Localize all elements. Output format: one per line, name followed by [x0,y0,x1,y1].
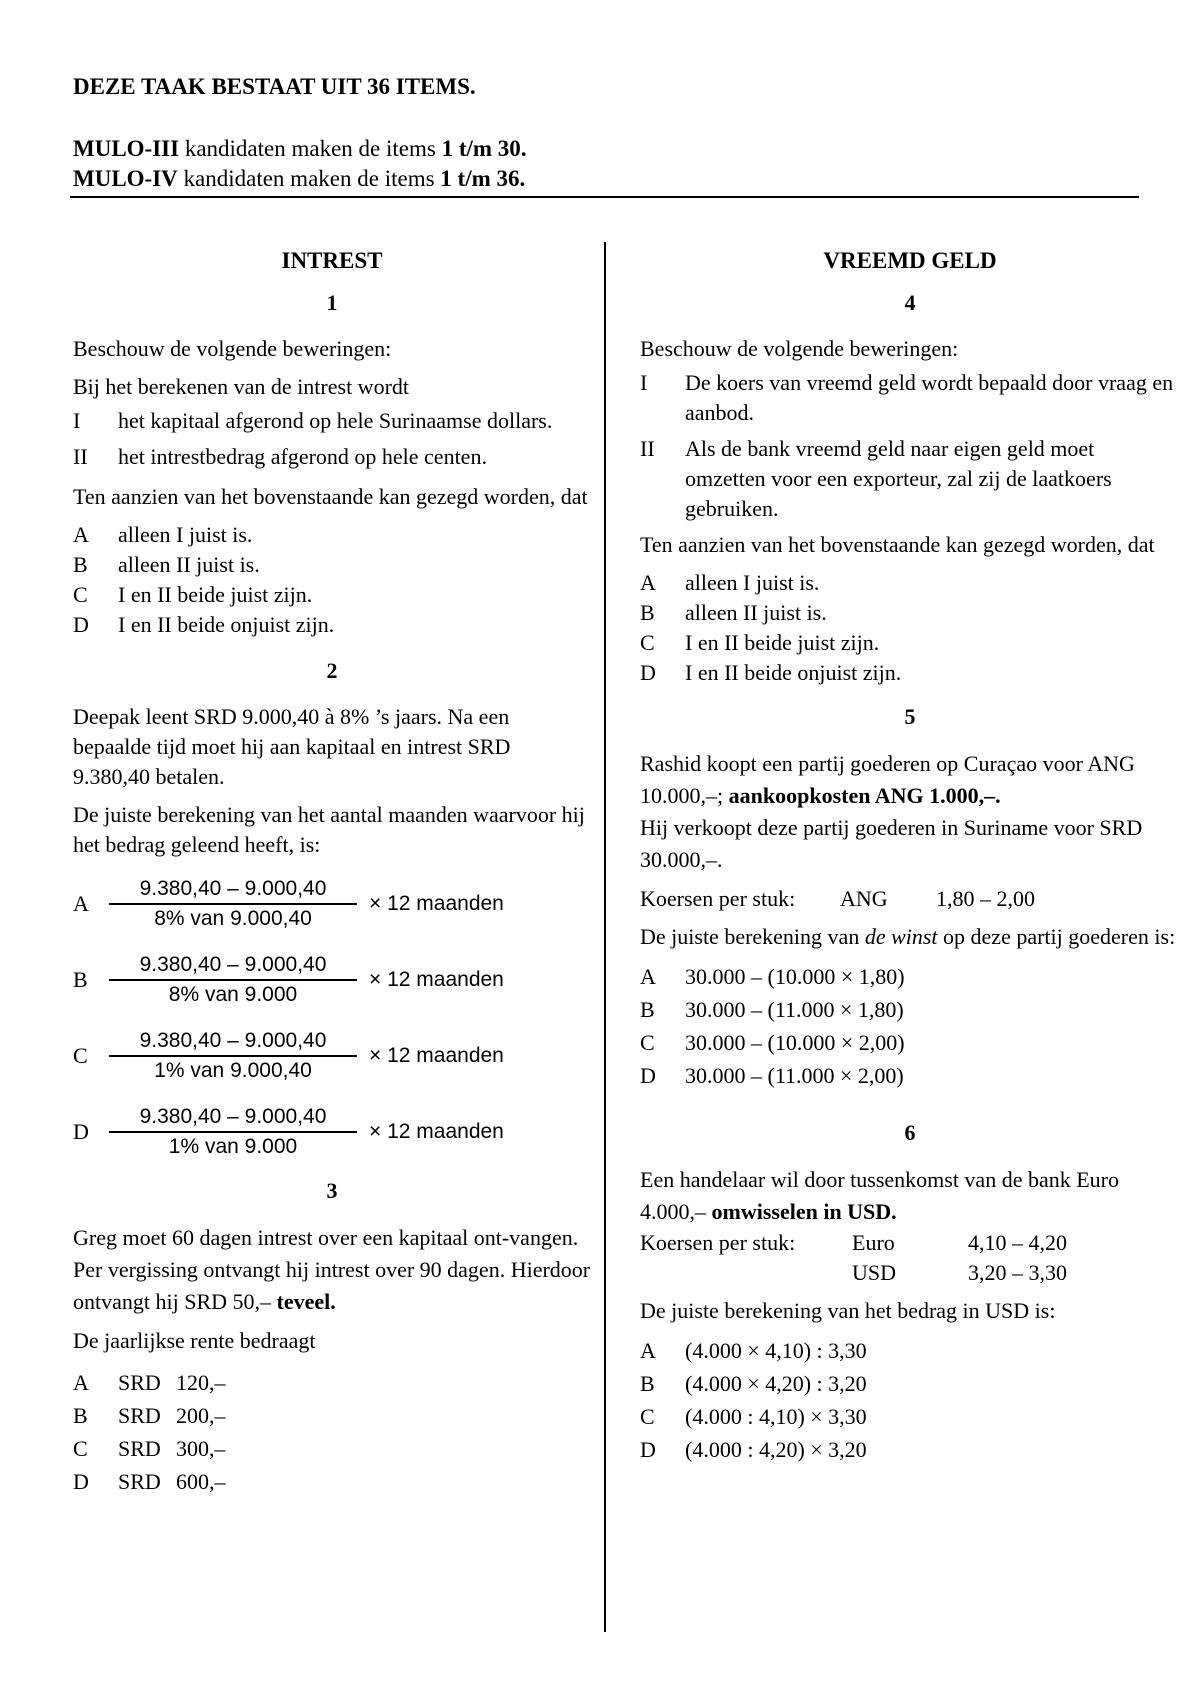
question-text-part: op deze partij goederen is: [937,924,1176,949]
answer-option [73,1432,591,1465]
statement-label: I [640,370,648,395]
fraction-numerator: 9.380,40 – 9.000,40 [109,1103,357,1133]
answer-option [73,948,591,1012]
option-label: D [640,1063,656,1088]
exam-title: DEZE TAAK BESTAAT UIT 36 ITEMS. [73,74,476,99]
answer-option [640,628,1180,658]
fraction-denominator: 8% van 9.000 [168,983,298,1006]
answer-options [73,872,591,1164]
answer-option [73,550,591,580]
question-text-bold: omwisselen in USD. [711,1199,897,1224]
statement-label: II [73,444,88,469]
instruction-text: kandidaten maken de items [179,136,442,161]
rate-currency: ANG [840,886,888,911]
question-intro: Beschouw de volgende beweringen: [73,336,392,361]
multiplier: × 12 maanden [369,892,504,915]
question-text: Hij verkoopt deze partij goederen in Suriname voor SRD 30.000,–. [640,815,1143,872]
question-intro: Bij het berekenen van de intrest wordt [73,374,410,399]
fraction-numerator: 9.380,40 – 9.000,40 [109,1027,357,1057]
answer-option [640,1026,1180,1059]
exam-header [73,72,1137,194]
question-text-main: Greg moet 60 dagen intrest over een kapitaal ont-vangen. Per vergissing ontvangt hij intrest over 90 dagen. Hierdoor ontvangt hij SRD 50,– [73,1225,591,1314]
question-text: Ten aanzien van het bovenstaande kan gezegd worden, dat [73,484,588,509]
option-label: A [640,570,656,595]
rate-currency: USD [852,1260,897,1285]
statement-text: De koers van vreemd geld wordt bepaald door vraag en aanbod. [685,370,1174,425]
option-text: 30.000 – (10.000 × 2,00) [685,1030,905,1055]
option-text: (4.000 : 4,10) × 3,30 [685,1404,867,1429]
option-label: C [640,630,655,655]
option-label: A [73,891,89,916]
section-title-intrest: INTREST [281,248,383,273]
question-number: 2 [326,658,338,683]
statement-text: Als de bank vreemd geld naar eigen geld moet omzetten voor een exporteur, zal zij de laatkoers gebruiken. [685,436,1112,521]
question-text: De jaarlijkse rente bedraagt [73,1328,316,1353]
instruction-mulo-iii [73,134,1137,164]
option-label: D [640,1437,656,1462]
answer-option [73,1100,591,1164]
answer-option [73,872,591,936]
option-text: alleen II juist is. [685,600,827,625]
option-label: D [73,1119,89,1144]
right-column [640,246,1180,1480]
option-text: alleen I juist is. [685,570,820,595]
answer-option [640,1367,1180,1400]
answer-option [73,520,591,550]
answer-option [640,568,1180,598]
option-label: C [73,1043,88,1068]
option-label: D [73,1469,89,1494]
answer-option [640,960,1180,993]
rates-label: Koersen per stuk: [640,886,796,911]
question-text-main: Rashid koopt een partij goederen op Curaçao voor ANG 10.000,–; [640,751,1135,808]
answer-option [73,580,591,610]
option-currency: SRD [118,1469,161,1494]
statement-text: het intrestbedrag afgerond op hele centen. [118,444,487,469]
option-label: B [640,600,655,625]
question-text [640,1164,1180,1228]
option-label: B [640,1371,655,1396]
option-label: C [73,582,88,607]
question-text: Ten aanzien van het bovenstaande kan gezegd worden, dat [640,532,1155,557]
fraction-denominator: 1% van 9.000 [168,1135,298,1158]
fraction [109,951,357,1009]
fraction [109,1103,357,1161]
question-text: De juiste berekening van het bedrag in USD is: [640,1298,1056,1323]
option-text: I en II beide onjuist zijn. [685,660,902,685]
question-text-part: De juiste berekening van [640,924,865,949]
answer-option [73,1465,591,1498]
fraction-numerator: 9.380,40 – 9.000,40 [109,875,357,905]
statement-label: II [640,436,655,461]
question-text: De juiste berekening van het aantal maanden waarvoor hij het bedrag geleend heeft, is: [73,802,585,857]
option-label: A [640,964,656,989]
fraction [109,1027,357,1085]
answer-option [73,1399,591,1432]
option-label: D [640,660,656,685]
answer-option [640,1433,1180,1466]
level-label: MULO-IV [73,166,178,191]
multiplier: × 12 maanden [369,1044,504,1067]
question-number: 5 [904,704,916,729]
option-label: C [640,1404,655,1429]
question-number: 4 [904,290,916,315]
option-label: C [640,1030,655,1055]
answer-options [640,568,1180,688]
multiplier: × 12 maanden [369,968,504,991]
exchange-rates [640,884,1035,914]
question-text [73,1222,591,1318]
column-divider [604,242,606,1632]
question-intro: Beschouw de volgende beweringen: [640,336,959,361]
rate-row [640,884,1035,914]
rate-row [640,1228,1067,1258]
multiplier: × 12 maanden [369,1120,504,1143]
answer-option [640,1059,1180,1092]
rate-value: 4,10 – 4,20 [968,1230,1067,1255]
question-number: 6 [904,1120,916,1145]
answer-option [73,610,591,640]
question-text [640,922,1180,952]
option-label: B [640,997,655,1022]
option-text: (4.000 : 4,20) × 3,20 [685,1437,867,1462]
statement [73,406,591,436]
question-number: 1 [326,290,338,315]
item-range: 1 t/m 30. [441,136,527,161]
fraction [109,875,357,933]
answer-options [73,1366,591,1498]
section-title-vreemd-geld: VREEMD GELD [823,248,997,273]
statement [640,434,1180,524]
option-amount: 600,– [176,1469,226,1494]
option-text: 30.000 – (10.000 × 1,80) [685,964,905,989]
fraction-denominator: 8% van 9.000,40 [154,907,312,930]
option-label: B [73,1403,88,1428]
option-currency: SRD [118,1370,161,1395]
answer-options [640,960,1180,1092]
statement-text: het kapitaal afgerond op hele Surinaamse dollars. [118,408,553,433]
option-label: D [73,612,89,637]
option-label: A [73,522,89,547]
question-text: Deepak leent SRD 9.000,40 à 8% ’s jaars. Na een bepaalde tijd moet hij aan kapitaal en intrest SRD 9.380,40 betalen. [73,704,511,789]
statement [640,368,1180,428]
answer-option [640,993,1180,1026]
option-text: (4.000 × 4,20) : 3,20 [685,1371,867,1396]
answer-options [73,520,591,640]
question-text [640,748,1180,812]
question-text-bold: aankoopkosten ANG 1.000,–. [728,783,1001,808]
exchange-rates [640,1228,1067,1288]
question-emphasis: de winst [864,924,938,949]
rate-row [640,1258,1067,1288]
question-text-main: Een handelaar wil door tussenkomst van de bank Euro 4.000,– [640,1167,1119,1224]
level-label: MULO-III [73,136,180,161]
left-column [73,246,591,1512]
answer-option [640,598,1180,628]
option-text: alleen I juist is. [118,522,253,547]
answer-option [73,1366,591,1399]
instruction-text: kandidaten maken de items [177,166,441,191]
option-text: I en II beide onjuist zijn. [118,612,335,637]
option-label: A [73,1370,89,1395]
option-label: C [73,1436,88,1461]
answer-option [640,658,1180,688]
question-text-bold: teveel. [276,1289,336,1314]
option-text: I en II beide juist zijn. [685,630,880,655]
option-label: B [73,552,88,577]
answer-options [640,1334,1180,1466]
header-rule [70,196,1139,198]
option-currency: SRD [118,1436,161,1461]
statement-label: I [73,408,81,433]
option-text: 30.000 – (11.000 × 2,00) [685,1063,904,1088]
item-range: 1 t/m 36. [440,166,526,191]
answer-option [640,1400,1180,1433]
option-text: 30.000 – (11.000 × 1,80) [685,997,904,1022]
statement [73,442,591,472]
option-currency: SRD [118,1403,161,1428]
rates-label: Koersen per stuk: [640,1230,796,1255]
fraction-numerator: 9.380,40 – 9.000,40 [109,951,357,981]
question-number: 3 [326,1178,338,1203]
answer-option [73,1024,591,1088]
option-text: (4.000 × 4,10) : 3,30 [685,1338,867,1363]
rate-currency: Euro [852,1230,895,1255]
option-amount: 200,– [176,1403,226,1428]
option-label: B [73,967,88,992]
option-amount: 300,– [176,1436,226,1461]
option-text: alleen II juist is. [118,552,260,577]
answer-option [640,1334,1180,1367]
fraction-denominator: 1% van 9.000,40 [154,1059,312,1082]
option-amount: 120,– [176,1370,226,1395]
instruction-mulo-iv [73,164,1137,194]
option-text: I en II beide juist zijn. [118,582,313,607]
option-label: A [640,1338,656,1363]
rate-value: 3,20 – 3,30 [968,1260,1067,1285]
rate-value: 1,80 – 2,00 [936,886,1035,911]
